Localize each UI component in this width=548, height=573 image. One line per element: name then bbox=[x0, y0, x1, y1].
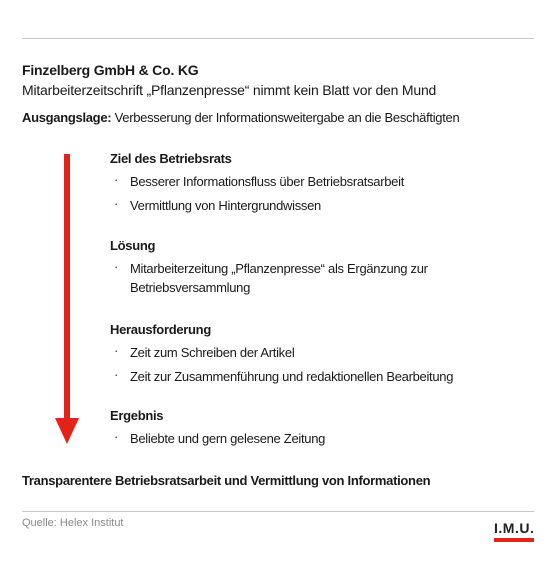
list-item-text: Besserer Informationsfluss über Betriebsratsarbeit bbox=[130, 174, 405, 189]
section-result bbox=[110, 408, 460, 453]
bullet-icon: · bbox=[114, 429, 119, 444]
down-arrow-icon bbox=[52, 154, 82, 444]
conclusion: Transparentere Betriebsratsarbeit und Vermittlung von Informationen bbox=[22, 473, 431, 488]
bullet-icon: · bbox=[114, 196, 119, 211]
list-item-text: Beliebte und gern gelesene Zeitung bbox=[130, 431, 326, 446]
list-item bbox=[110, 172, 460, 191]
section-goal bbox=[110, 151, 460, 220]
bottom-divider bbox=[22, 511, 534, 512]
section-heading: Lösung bbox=[110, 238, 156, 253]
list-item bbox=[110, 196, 460, 215]
section-heading: Ergebnis bbox=[110, 408, 164, 423]
section-heading: Ziel des Betriebsrats bbox=[110, 151, 232, 166]
bullet-icon: · bbox=[114, 343, 119, 358]
list-item bbox=[110, 259, 460, 297]
situation-label: Ausgangslage: bbox=[22, 110, 112, 125]
bullet-icon: · bbox=[114, 172, 119, 187]
situation-text: Verbesserung der Informationsweitergabe an die Beschäftigten bbox=[114, 110, 460, 125]
list-item bbox=[110, 429, 460, 448]
initial-situation bbox=[22, 110, 459, 125]
source-note: Quelle: Helex Institut bbox=[22, 517, 124, 529]
bullet-icon: · bbox=[114, 259, 119, 274]
list-item-text: Mitarbeiterzeitung „Pflanzenpresse“ als Ergänzung zur Betriebsversammlung bbox=[130, 261, 428, 295]
logo-bar bbox=[494, 538, 534, 542]
section-solution bbox=[110, 238, 460, 302]
subtitle: Mitarbeiterzeitschrift „Pflanzenpresse“ nimmt kein Blatt vor den Mund bbox=[22, 82, 437, 98]
list-item bbox=[110, 343, 460, 362]
logo-text: I.M.U. bbox=[494, 520, 535, 536]
list-item-text: Vermittlung von Hintergrundwissen bbox=[130, 198, 321, 213]
bullet-icon: · bbox=[114, 367, 119, 382]
section-challenge bbox=[110, 322, 460, 391]
list-item-text: Zeit zur Zusammenführung und redaktionellen Bearbeitung bbox=[130, 369, 454, 384]
list-item bbox=[110, 367, 460, 386]
list-item-text: Zeit zum Schreiben der Artikel bbox=[130, 345, 295, 360]
imu-logo bbox=[494, 520, 534, 542]
company-title: Finzelberg GmbH & Co. KG bbox=[22, 62, 199, 78]
section-heading: Herausforderung bbox=[110, 322, 211, 337]
top-divider bbox=[22, 38, 534, 39]
